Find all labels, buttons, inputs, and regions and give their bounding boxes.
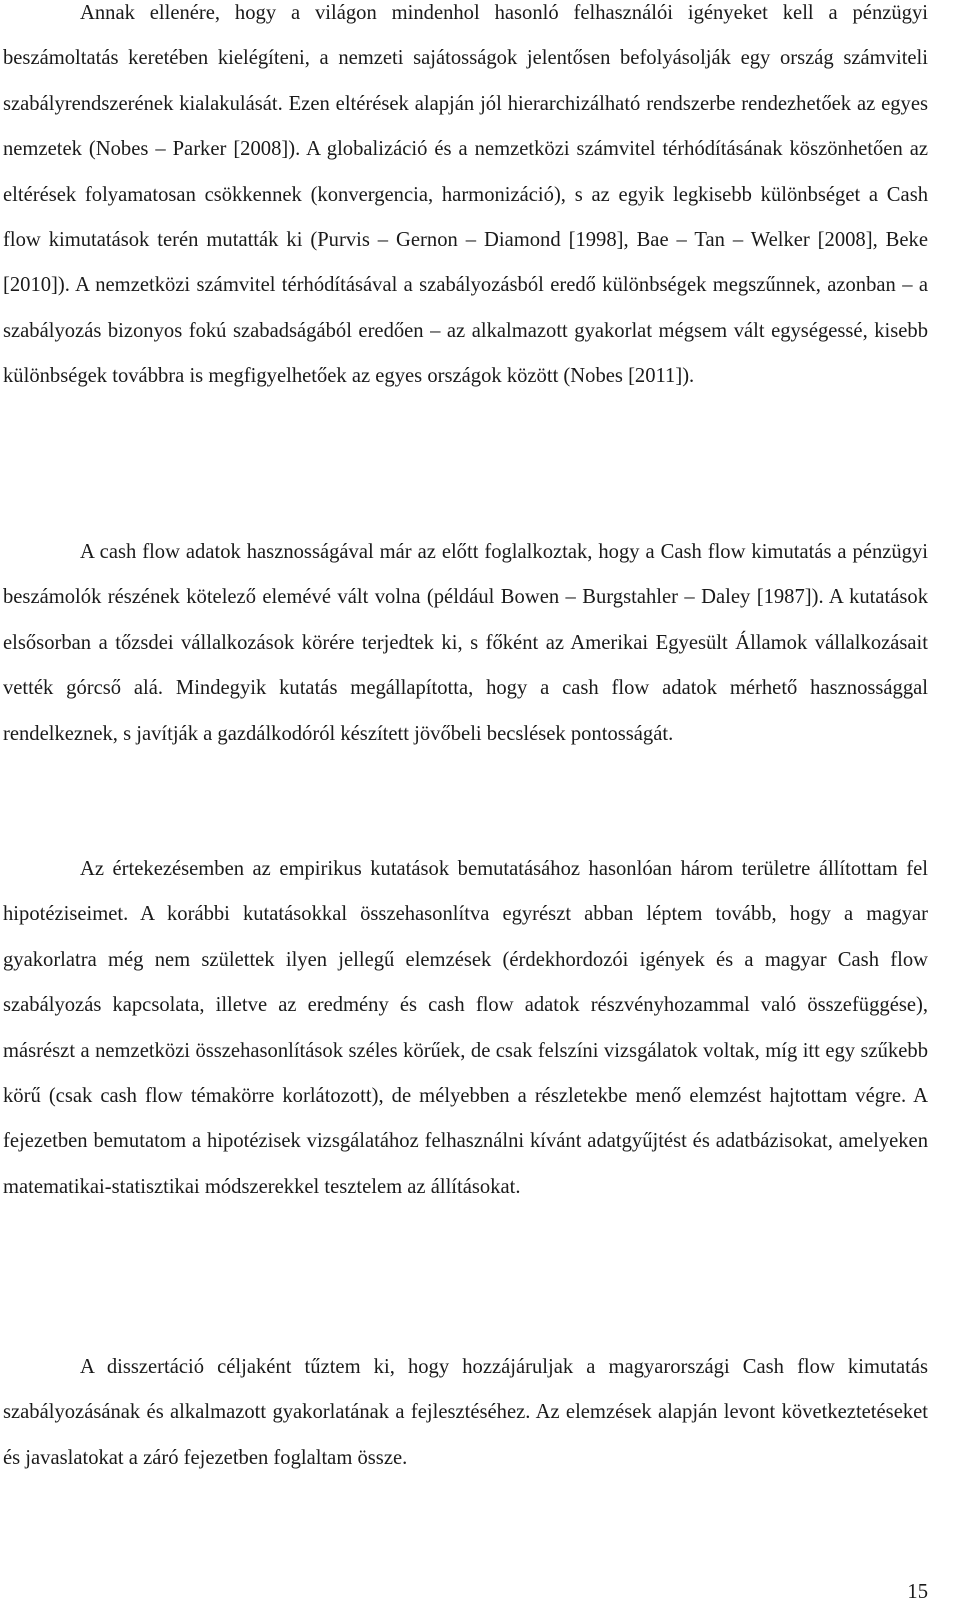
paragraph-cash-flow-usefulness: A cash flow adatok hasznosságával már az előtt foglalkoztak, hogy a Cash flow kimutatás a pénzügyi beszámolók részének kötelező elemévé vált volna (például Bowen – Burgstahler – Daley [1987]). A kutatások elsősorban a tőzsdei vállalkozások körére terjedtek ki, s főként az Amerikai Egyesült Államok vállalkozásait vették górcső alá. Mindegyik kutatás megállapította, hogy a cash flow adatok mérhető hasznossággal rendelkeznek, s javítják a gazdálkodóról készített jövőbeli becslések pontosságát.	[3, 541, 928, 745]
paragraph-national-differences: Annak ellenére, hogy a világon mindenhol hasonló felhasználói igényeket kell a pénzügyi beszámoltatás keretében kielégíteni, a nemzeti sajátosságok jelentősen befolyásolják egy ország számviteli szabályrendszerének kialakulását. Ezen eltérések alapján jól hierarchizálható rendszerbe rendezhetőek az egyes nemzetek (Nobes – Parker [2008]). A globalizáció és a nemzetközi számvitel térhódításának köszönhetően az eltérések folyamatosan csökkennek (konvergencia, harmonizáció), s az egyik legkisebb különbséget a Cash flow kimutatások terén mutatták ki (Purvis – Gernon – Diamond [1998], Bae – Tan – Welker [2008], Beke [2010]). A nemzetközi számvitel térhódításával a szabályozásból eredő különbségek megszűnnek, azonban – a szabályozás bizonyos fokú szabadságából eredően – az alkalmazott gyakorlat mégsem vált egységessé, kisebb különbségek továbbra is megfigyelhetőek az egyes országok között (Nobes [2011]).	[3, 2, 928, 388]
paragraph-block	[3, 847, 928, 1210]
paragraph-dissertation-goal: A disszertáció céljaként tűztem ki, hogy hozzájáruljak a magyarországi Cash flow kimutatás szabályozásának és alkalmazott gyakorlatának a fejlesztéséhez. Az elemzések alapján levont következtetéseket és javaslatokat a záró fejezetben foglaltam össze.	[3, 1356, 928, 1469]
paragraph-block	[3, 0, 928, 400]
paragraph-block	[3, 530, 928, 757]
paragraph-hypotheses: Az értekezésemben az empirikus kutatások bemutatásához hasonlóan három területre állítottam fel hipotéziseimet. A korábbi kutatásokkal összehasonlítva egyrészt abban léptem tovább, hogy a magyar gyakorlatra még nem születtek ilyen jellegű elemzések (érdekhordozói igények és a magyar Cash flow szabályozás kapcsolata, illetve az eredmény és cash flow adatok részvényhozammal való összefüggése), másrészt a nemzetközi összehasonlítások széles körűek, de csak felszíni vizsgálatok voltak, míg itt egy szűkebb körű (csak cash flow témakörre korlátozott), de mélyebben a részletekbe menő elemzést hajtottam végre. A fejezetben bemutatom a hipotézisek vizsgálatához felhasználni kívánt adatgyűjtést és adatbázisokat, amelyeken matematikai-statisztikai módszerekkel tesztelem az állításokat.	[3, 858, 928, 1198]
paragraph-block	[3, 1345, 928, 1481]
page-number: 15	[907, 1581, 928, 1603]
